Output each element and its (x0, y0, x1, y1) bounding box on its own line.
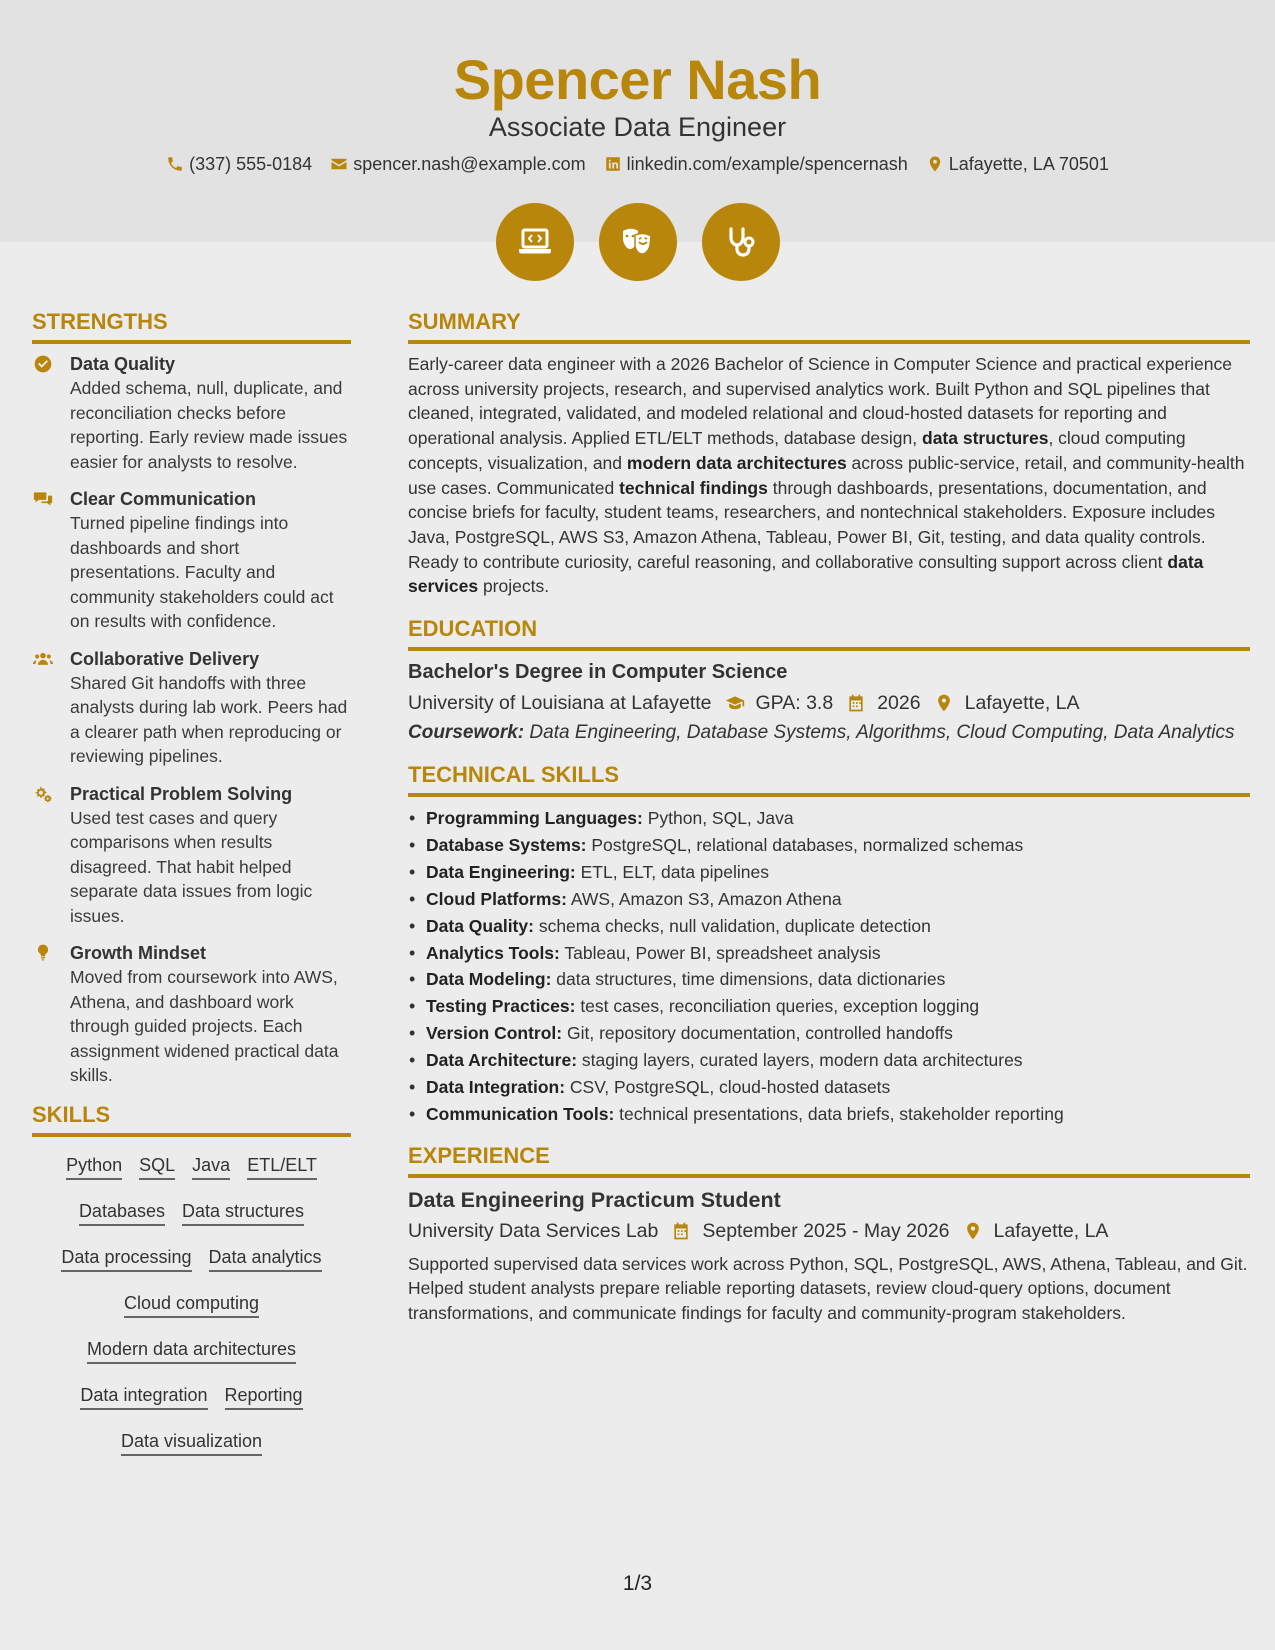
skills-list (32, 1145, 351, 1456)
contact-bar (0, 152, 1275, 176)
technical-skill-item: • Data Engineering: ETL, ELT, data pipelines (408, 859, 1250, 886)
strength-desc: Used test cases and query comparisons when results disagreed. That habit helped separate data issues from logic issues. (70, 807, 313, 926)
map-marker-icon (962, 1221, 984, 1241)
graduation-cap-icon (724, 693, 746, 713)
check-circle-icon (32, 354, 54, 374)
technical-skill-item: • Programming Languages: Python, SQL, Java (408, 805, 1250, 832)
experience-heading: EXPERIENCE (408, 1142, 1250, 1178)
phone-icon (166, 155, 184, 173)
skill-chip: Modern data architectures (87, 1337, 296, 1364)
strength-title: Collaborative Delivery (70, 648, 260, 669)
job-title: Associate Data Engineer (488, 112, 787, 142)
skill-chip: Data integration (80, 1383, 207, 1410)
stethoscope-icon (721, 222, 761, 262)
skill-chip: Data processing (61, 1245, 191, 1272)
candidate-name: Spencer Nash (453, 48, 822, 111)
strength-title: Growth Mindset (70, 943, 206, 963)
technical-skill-item: • Data Integration: CSV, PostgreSQL, cloud-hosted datasets (408, 1074, 1250, 1101)
contact-linkedin[interactable] (604, 152, 908, 176)
degree-title: Bachelor's Degree in Computer Science (408, 661, 788, 684)
technical-skill-item: • Data Quality: schema checks, null validation, duplicate detection (408, 913, 1250, 940)
skill-chip: Databases (79, 1199, 165, 1226)
cogs-icon (32, 784, 54, 804)
interest-circle-laptop (496, 203, 574, 281)
strength-title: Clear Communication (70, 489, 257, 509)
skill-chip: Java (192, 1153, 230, 1180)
skill-chip: Data structures (182, 1199, 304, 1226)
map-marker-icon (933, 693, 955, 713)
contact-email[interactable] (330, 152, 585, 176)
contact-location (926, 152, 1109, 176)
education-details (408, 689, 1250, 717)
linkedin-icon (604, 155, 622, 173)
graduation-year: 2026 (877, 692, 921, 715)
comments-icon (32, 489, 54, 509)
skill-chip: Cloud computing (124, 1291, 259, 1318)
skills-heading: SKILLS (32, 1101, 351, 1137)
technical-skill-item: • Version Control: Git, repository documentation, controlled handoffs (408, 1020, 1250, 1047)
contact-phone[interactable] (166, 152, 312, 176)
strength-item (32, 487, 351, 634)
skill-chip: ETL/ELT (247, 1153, 317, 1180)
phone-text: (337) 555-0184 (189, 154, 313, 174)
technical-skill-item: • Data Architecture: staging layers, curated layers, modern data architectures (408, 1047, 1250, 1074)
gpa: GPA: 3.8 (755, 692, 834, 715)
strengths-heading: STRENGTHS (32, 308, 351, 344)
laptop-code-icon (515, 222, 555, 262)
location-text: Lafayette, LA 70501 (948, 154, 1109, 174)
technical-skills-list (408, 805, 1250, 1128)
technical-skill-item: • Analytics Tools: Tableau, Power BI, spreadsheet analysis (408, 940, 1250, 967)
interest-circle-stethoscope (702, 203, 780, 281)
skill-chip: Data visualization (121, 1429, 262, 1456)
skill-chip: Data analytics (209, 1245, 322, 1272)
strength-desc: Moved from coursework into AWS, Athena, and dashboard work through guided projects. Each assignment widened practical data skills. (70, 967, 339, 1085)
school-name: University of Louisiana at Lafayette (408, 692, 712, 715)
coursework: Coursework: Data Engineering, Database Systems, Algorithms, Cloud Computing, Data Analytics (408, 722, 1235, 744)
experience-details (408, 1216, 1250, 1246)
technical-skill-item: • Data Modeling: data structures, time dimensions, data dictionaries (408, 966, 1250, 993)
technical-skill-item: • Testing Practices: test cases, reconciliation queries, exception logging (408, 993, 1250, 1020)
interest-circle-theater (599, 203, 677, 281)
users-icon (32, 649, 54, 669)
strength-item (32, 782, 351, 929)
school-location: Lafayette, LA (964, 692, 1080, 715)
linkedin-text: linkedin.com/example/spencernash (626, 154, 908, 174)
experience-desc: Supported supervised data services work across Python, SQL, PostgreSQL, AWS, Athena, Tableau, and Git. Helped student analysts prepare reliable reporting datasets, review cloud-query options, document transformations, and communicate findings for faculty and community-program stakeholders. (408, 1253, 1248, 1323)
map-marker-icon (926, 155, 944, 173)
right-column (408, 308, 1250, 1325)
envelope-icon (330, 155, 348, 173)
experience-dates: September 2025 - May 2026 (702, 1219, 950, 1242)
strength-title: Practical Problem Solving (70, 783, 293, 804)
strength-desc: Shared Git handoffs with three analysts during lab work. Peers had a clearer path when reproducing or reviewing pipelines. (70, 672, 348, 766)
technical-skill-item: • Communication Tools: technical presentations, data briefs, stakeholder reporting (408, 1101, 1250, 1128)
calendar-icon (845, 693, 867, 713)
strength-item (32, 352, 351, 474)
left-column (32, 308, 351, 1456)
interest-icons (0, 203, 1275, 281)
page-number: 1/3 (622, 1572, 653, 1595)
skill-chip: Python (66, 1153, 122, 1180)
education-heading: EDUCATION (408, 615, 1250, 651)
lightbulb-icon (32, 943, 54, 963)
calendar-icon (670, 1221, 692, 1241)
email-text: spencer.nash@example.com (353, 154, 586, 174)
strength-desc: Turned pipeline findings into dashboards and short presentations. Faculty and community stakeholders could act on results with confidence. (70, 513, 334, 631)
experience-org: University Data Services Lab (408, 1219, 659, 1242)
theater-masks-icon (618, 222, 658, 262)
technical-skill-item: • Database Systems: PostgreSQL, relational databases, normalized schemas (408, 832, 1250, 859)
summary-text: Early-career data engineer with a 2026 Bachelor of Science in Computer Science and practical experience across university projects, research, and supervised analytics work. Built Python and SQL pipelines that cleaned, integrated, validated, and modeled relational and cloud-hosted datasets for reporting and operational analysis. Applied ETL/ELT methods, database design, data structures, cloud computing concepts, visualization, and modern data architectures across public-service, retail, and community-health use cases. Communicated technical findings through dashboards, presentations, documentation, and concise briefs for faculty, student teams, researchers, and nontechnical stakeholders. Exposure includes Java, PostgreSQL, AWS S3, Amazon Athena, Tableau, Power BI, Git, testing, and data quality controls. Ready to contribute curiosity, careful reasoning, and collaborative consulting support across client data services projects. (408, 354, 1245, 597)
strength-desc: Added schema, null, duplicate, and reconciliation checks before reporting. Early review made issues easier for analysts to resolve. (70, 378, 348, 472)
skill-chip: SQL (139, 1153, 175, 1180)
summary-heading: SUMMARY (408, 308, 1250, 344)
skill-chip: Reporting (225, 1383, 303, 1410)
technical-skills-heading: TECHNICAL SKILLS (408, 761, 1250, 797)
strength-title: Data Quality (70, 354, 176, 374)
experience-title: Data Engineering Practicum Student (408, 1187, 781, 1212)
technical-skill-item: • Cloud Platforms: AWS, Amazon S3, Amazon Athena (408, 886, 1250, 913)
strength-item (32, 647, 351, 769)
experience-location: Lafayette, LA (993, 1219, 1109, 1242)
strength-item (32, 941, 351, 1088)
